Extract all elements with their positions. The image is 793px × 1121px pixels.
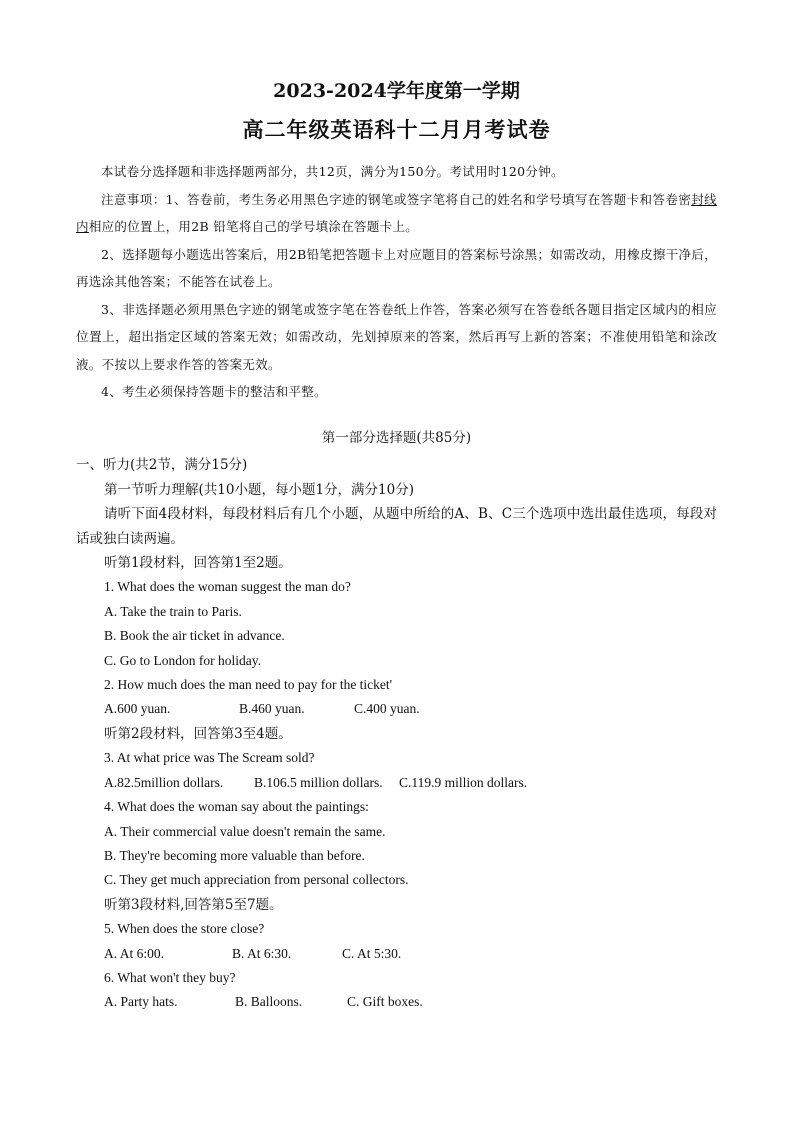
group-label: 听第1段材料，回答第1至2题。 bbox=[104, 555, 292, 572]
answer-option[interactable]: B. Book the air ticket in advance. bbox=[104, 628, 285, 644]
answer-option[interactable]: B. At 6:30. bbox=[232, 945, 292, 961]
exam-year-title: 2023-2024学年度第一学期 bbox=[273, 80, 520, 102]
question-stem: 5. When does the store close? bbox=[104, 921, 265, 937]
answer-option[interactable]: C. They get much appreciation from personal collectors. bbox=[104, 872, 409, 888]
question-groups bbox=[104, 551, 717, 1015]
subsection-heading: 第一节听力理解(共10小题，每小题1分，满分10分) bbox=[104, 481, 414, 498]
answer-option[interactable]: B.106.5 million dollars. bbox=[254, 774, 383, 790]
option-row bbox=[104, 942, 717, 966]
part-one bbox=[76, 426, 717, 1015]
answer-option[interactable]: B. Balloons. bbox=[235, 994, 303, 1010]
exam-title: 高二年级英语科十二月月考试卷 bbox=[242, 117, 551, 142]
answer-option[interactable]: B. They're becoming more valuable than before. bbox=[104, 847, 365, 863]
group-label: 听第3段材料,回答第5至7题。 bbox=[104, 896, 283, 913]
answer-option[interactable]: C. Go to London for holiday. bbox=[104, 652, 261, 668]
question-stem: 6. What won't they buy? bbox=[104, 969, 236, 985]
part-heading: 第一部分选择题(共85分) bbox=[321, 430, 472, 446]
option-row bbox=[104, 697, 717, 721]
answer-option[interactable]: A.82.5million dollars. bbox=[104, 774, 224, 790]
option-row bbox=[104, 990, 717, 1014]
answer-option[interactable]: C. At 5:30. bbox=[342, 945, 402, 961]
exam-notes bbox=[76, 158, 717, 406]
notes-intro: 本试卷分选择题和非选择题两部分，共12页，满分为150分。考试用时120分钟。 bbox=[101, 164, 564, 179]
listening-instruction: 请听下面4段材料，每段材料后有几个小题，从题中所给的A、B、C三个选项中选出最佳选项，每段对话或独白读两遍。 bbox=[76, 506, 717, 547]
group-label: 听第2段材料，回答第3至4题。 bbox=[104, 725, 292, 742]
notes-item-3: 3、非选择题必须用黑色字迹的钢笔或签字笔在答卷纸上作答，答案必须写在答卷纸各题目指定区域内的相应位置上，超出指定区域的答案无效；如需改动，先划掉原来的答案，然后再写上新的答案；不准使用铅笔和涂改液。不按以上要求作答的答案无效。 bbox=[76, 301, 717, 372]
question-stem: 2. How much does the man need to pay for the ticket' bbox=[104, 677, 393, 693]
answer-option[interactable]: C.119.9 million dollars. bbox=[399, 774, 528, 790]
answer-option[interactable]: A. At 6:00. bbox=[104, 945, 165, 961]
notes-item-2: 2、选择题每小题选出答案后，用2B铅笔把答题卡上对应题目的答案标号涂黑；如需改动，用橡皮擦干净后，再选涂其他答案；不能答在试卷上。 bbox=[76, 246, 717, 289]
answer-option[interactable]: A. Party hats. bbox=[104, 994, 178, 1010]
question-stem: 1. What does the woman suggest the man do? bbox=[104, 579, 351, 595]
question-stem: 3. At what price was The Scream sold? bbox=[104, 750, 315, 766]
section-heading: 一、听力(共2节，满分15分) bbox=[76, 457, 248, 474]
answer-option[interactable]: A. Take the train to Paris. bbox=[104, 603, 242, 619]
answer-option[interactable]: C. Gift boxes. bbox=[347, 994, 423, 1010]
answer-option[interactable]: A. Their commercial value doesn't remain the same. bbox=[104, 823, 386, 839]
answer-option[interactable]: C.400 yuan. bbox=[354, 701, 420, 717]
question-stem: 4. What does the woman say about the paintings: bbox=[104, 799, 369, 815]
option-row bbox=[104, 771, 717, 795]
notes-item-1: 注意事项：1、答卷前，考生务必用黑色字迹的钢笔或签字笔将自己的姓名和学号填写在答题卡和答卷密封线内相应的位置上，用2B 铅笔将自己的学号填涂在答题卡上。 bbox=[76, 191, 717, 234]
answer-option[interactable]: A.600 yuan. bbox=[104, 701, 171, 717]
answer-option[interactable]: B.460 yuan. bbox=[239, 701, 305, 717]
notes-item-4: 4、考生必须保持答题卡的整洁和平整。 bbox=[101, 384, 327, 399]
